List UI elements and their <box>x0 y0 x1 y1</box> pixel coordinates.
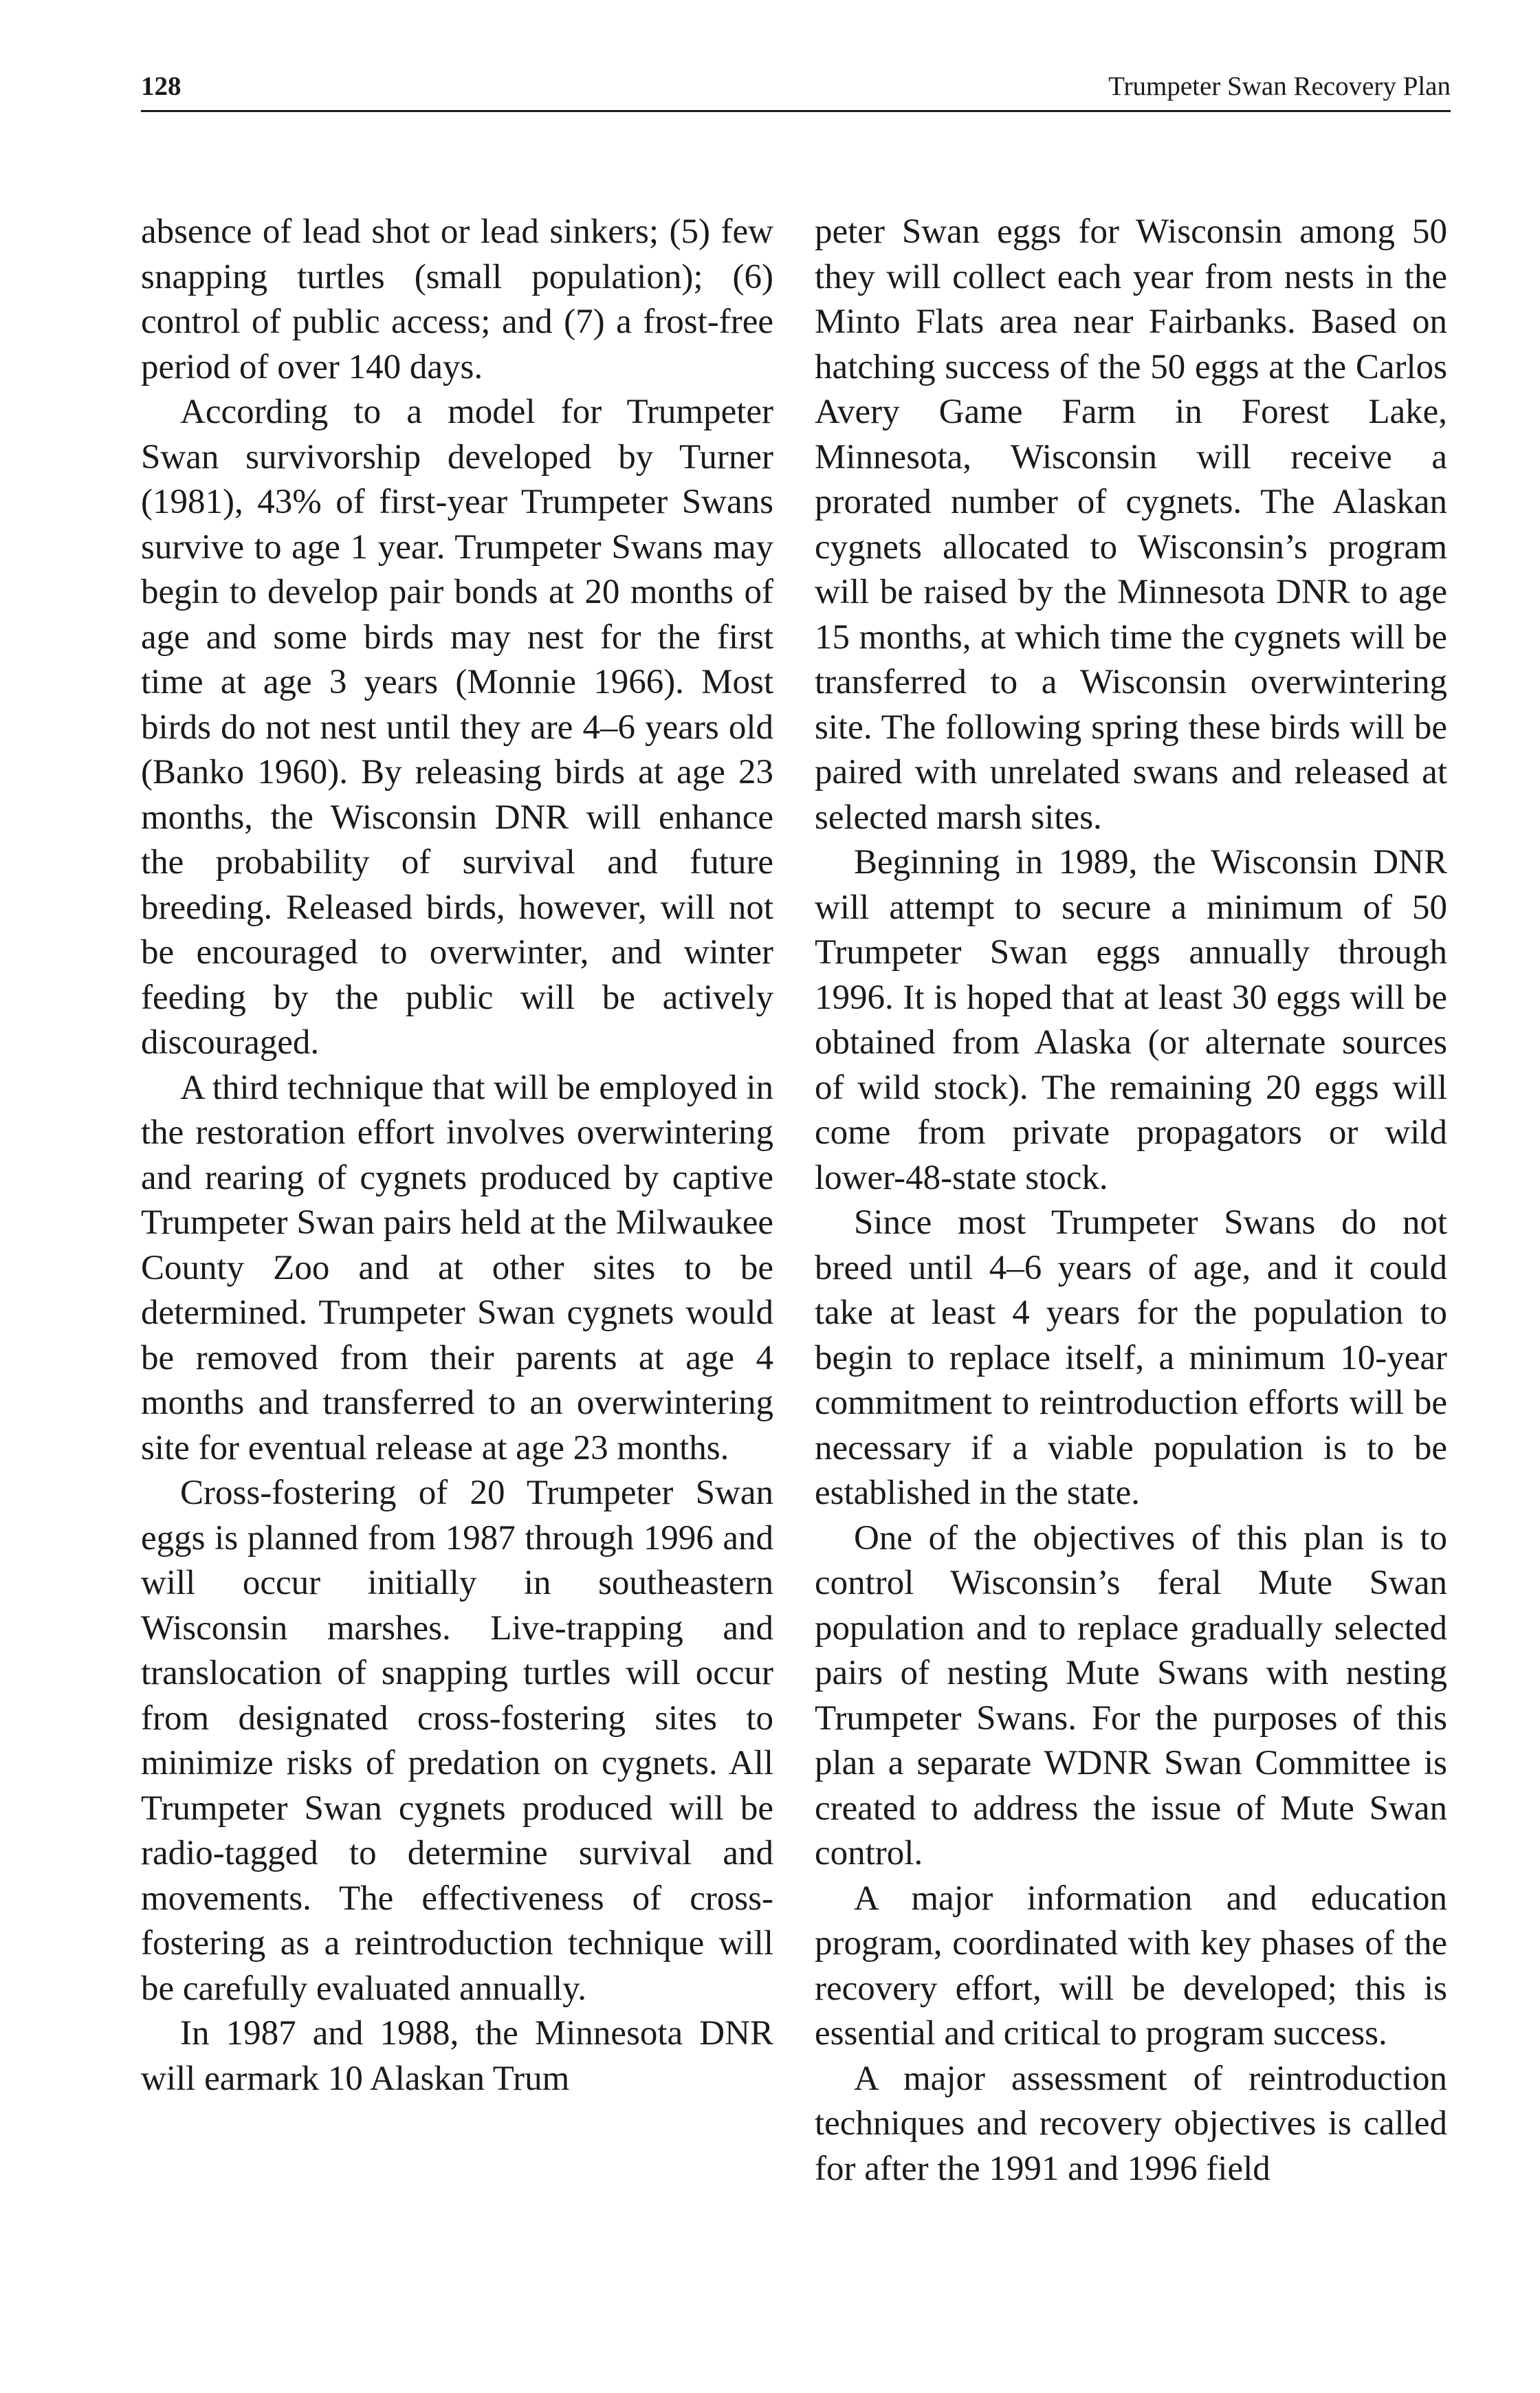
paragraph: absence of lead shot or lead sinkers; (5) few snapping turtles (small population); (6) control of public access; and (7) a frost-free period of over 140 days. <box>141 212 773 386</box>
left-column <box>141 210 773 2362</box>
paragraph: A third technique that will be employed in the restoration effort involves overwintering and rearing of cygnets produced by captive Trumpeter Swan pairs held at the Milwaukee County Zoo and at other sites to be determined. Trumpeter Swan cygnets would be removed from their parents at age 4 months and transferred to an overwintering site for eventual release at age 23 months. <box>141 1068 773 1467</box>
page-header <box>141 66 1451 107</box>
header-rule <box>141 110 1451 112</box>
right-column <box>815 210 1447 2362</box>
paragraph: Beginning in 1989, the Wisconsin DNR will attempt to secure a minimum of 50 Trumpeter Swan eggs annually through 1996. It is hoped that at least 30 eggs will be obtained from Alaska (or alternate sources of wild stock). The remaining 20 eggs will come from private propagators or wild lower-48-state stock. <box>815 843 1447 1197</box>
page-number: 128 <box>141 72 182 101</box>
paragraph: A major assessment of reintroduction techniques and recovery objectives is called for after the 1991 and 1996 field <box>815 2059 1447 2188</box>
paragraph: According to a model for Trumpeter Swan survivorship developed by Turner (1981), 43% of first-year Trumpeter Swans survive to age 1 year. Trumpeter Swans may begin to develop pair bonds at 20 months of age and some birds may nest for the first time at age 3 years (Monnie 1966). Most birds do not nest until they are 4–6 years old (Banko 1960). By releasing birds at age 23 months, the Wisconsin DNR will enhance the probability of survival and future breeding. Released birds, however, will not be encouraged to overwinter, and winter feeding by the public will be actively discouraged. <box>141 393 773 1062</box>
paragraph: Cross-fostering of 20 Trumpeter Swan eggs is planned from 1987 through 1996 and will occur initially in southeastern Wisconsin marshes. Live-trapping and translocation of snapping turtles will occur from designated cross-fostering sites to minimize risks of predation on cygnets. All Trumpeter Swan cygnets produced will be radio-tagged to determine survival and movements. The effectiveness of cross-fostering as a reintroduction technique will be carefully evaluated annually. <box>141 1474 773 2008</box>
paragraph: One of the objectives of this plan is to control Wisconsin’s feral Mute Swan population and to replace gradually selected pairs of nesting Mute Swans with nesting Trumpeter Swans. For the purposes of this plan a separate WDNR Swan Committee is created to address the issue of Mute Swan control. <box>815 1518 1447 1872</box>
running-title: Trumpeter Swan Recovery Plan <box>1108 72 1451 101</box>
paragraph: A major information and education program, coordinated with key phases of the recovery effort, will be developed; this is essential and critical to program success. <box>815 1879 1447 2053</box>
paragraph: Since most Trumpeter Swans do not breed until 4–6 years of age, and it could take at least 4 years for the population to begin to replace itself, a minimum 10-year commitment to reintroduction efforts will be necessary if a viable population is to be established in the state. <box>815 1203 1447 1512</box>
paragraph: In 1987 and 1988, the Minnesota DNR will earmark 10 Alaskan Trum <box>141 2014 773 2098</box>
paragraph: peter Swan eggs for Wisconsin among 50 they will collect each year from nests in the Minto Flats area near Fairbanks. Based on hatching success of the 50 eggs at the Carlos Avery Game Farm in Forest Lake, Minnesota, Wisconsin will receive a prorated number of cygnets. The Alaskan cygnets allocated to Wisconsin’s program will be raised by the Minnesota DNR to age 15 months, at which time the cygnets will be transferred to a Wisconsin overwintering site. The following spring these birds will be paired with unrelated swans and released at selected marsh sites. <box>815 212 1447 837</box>
